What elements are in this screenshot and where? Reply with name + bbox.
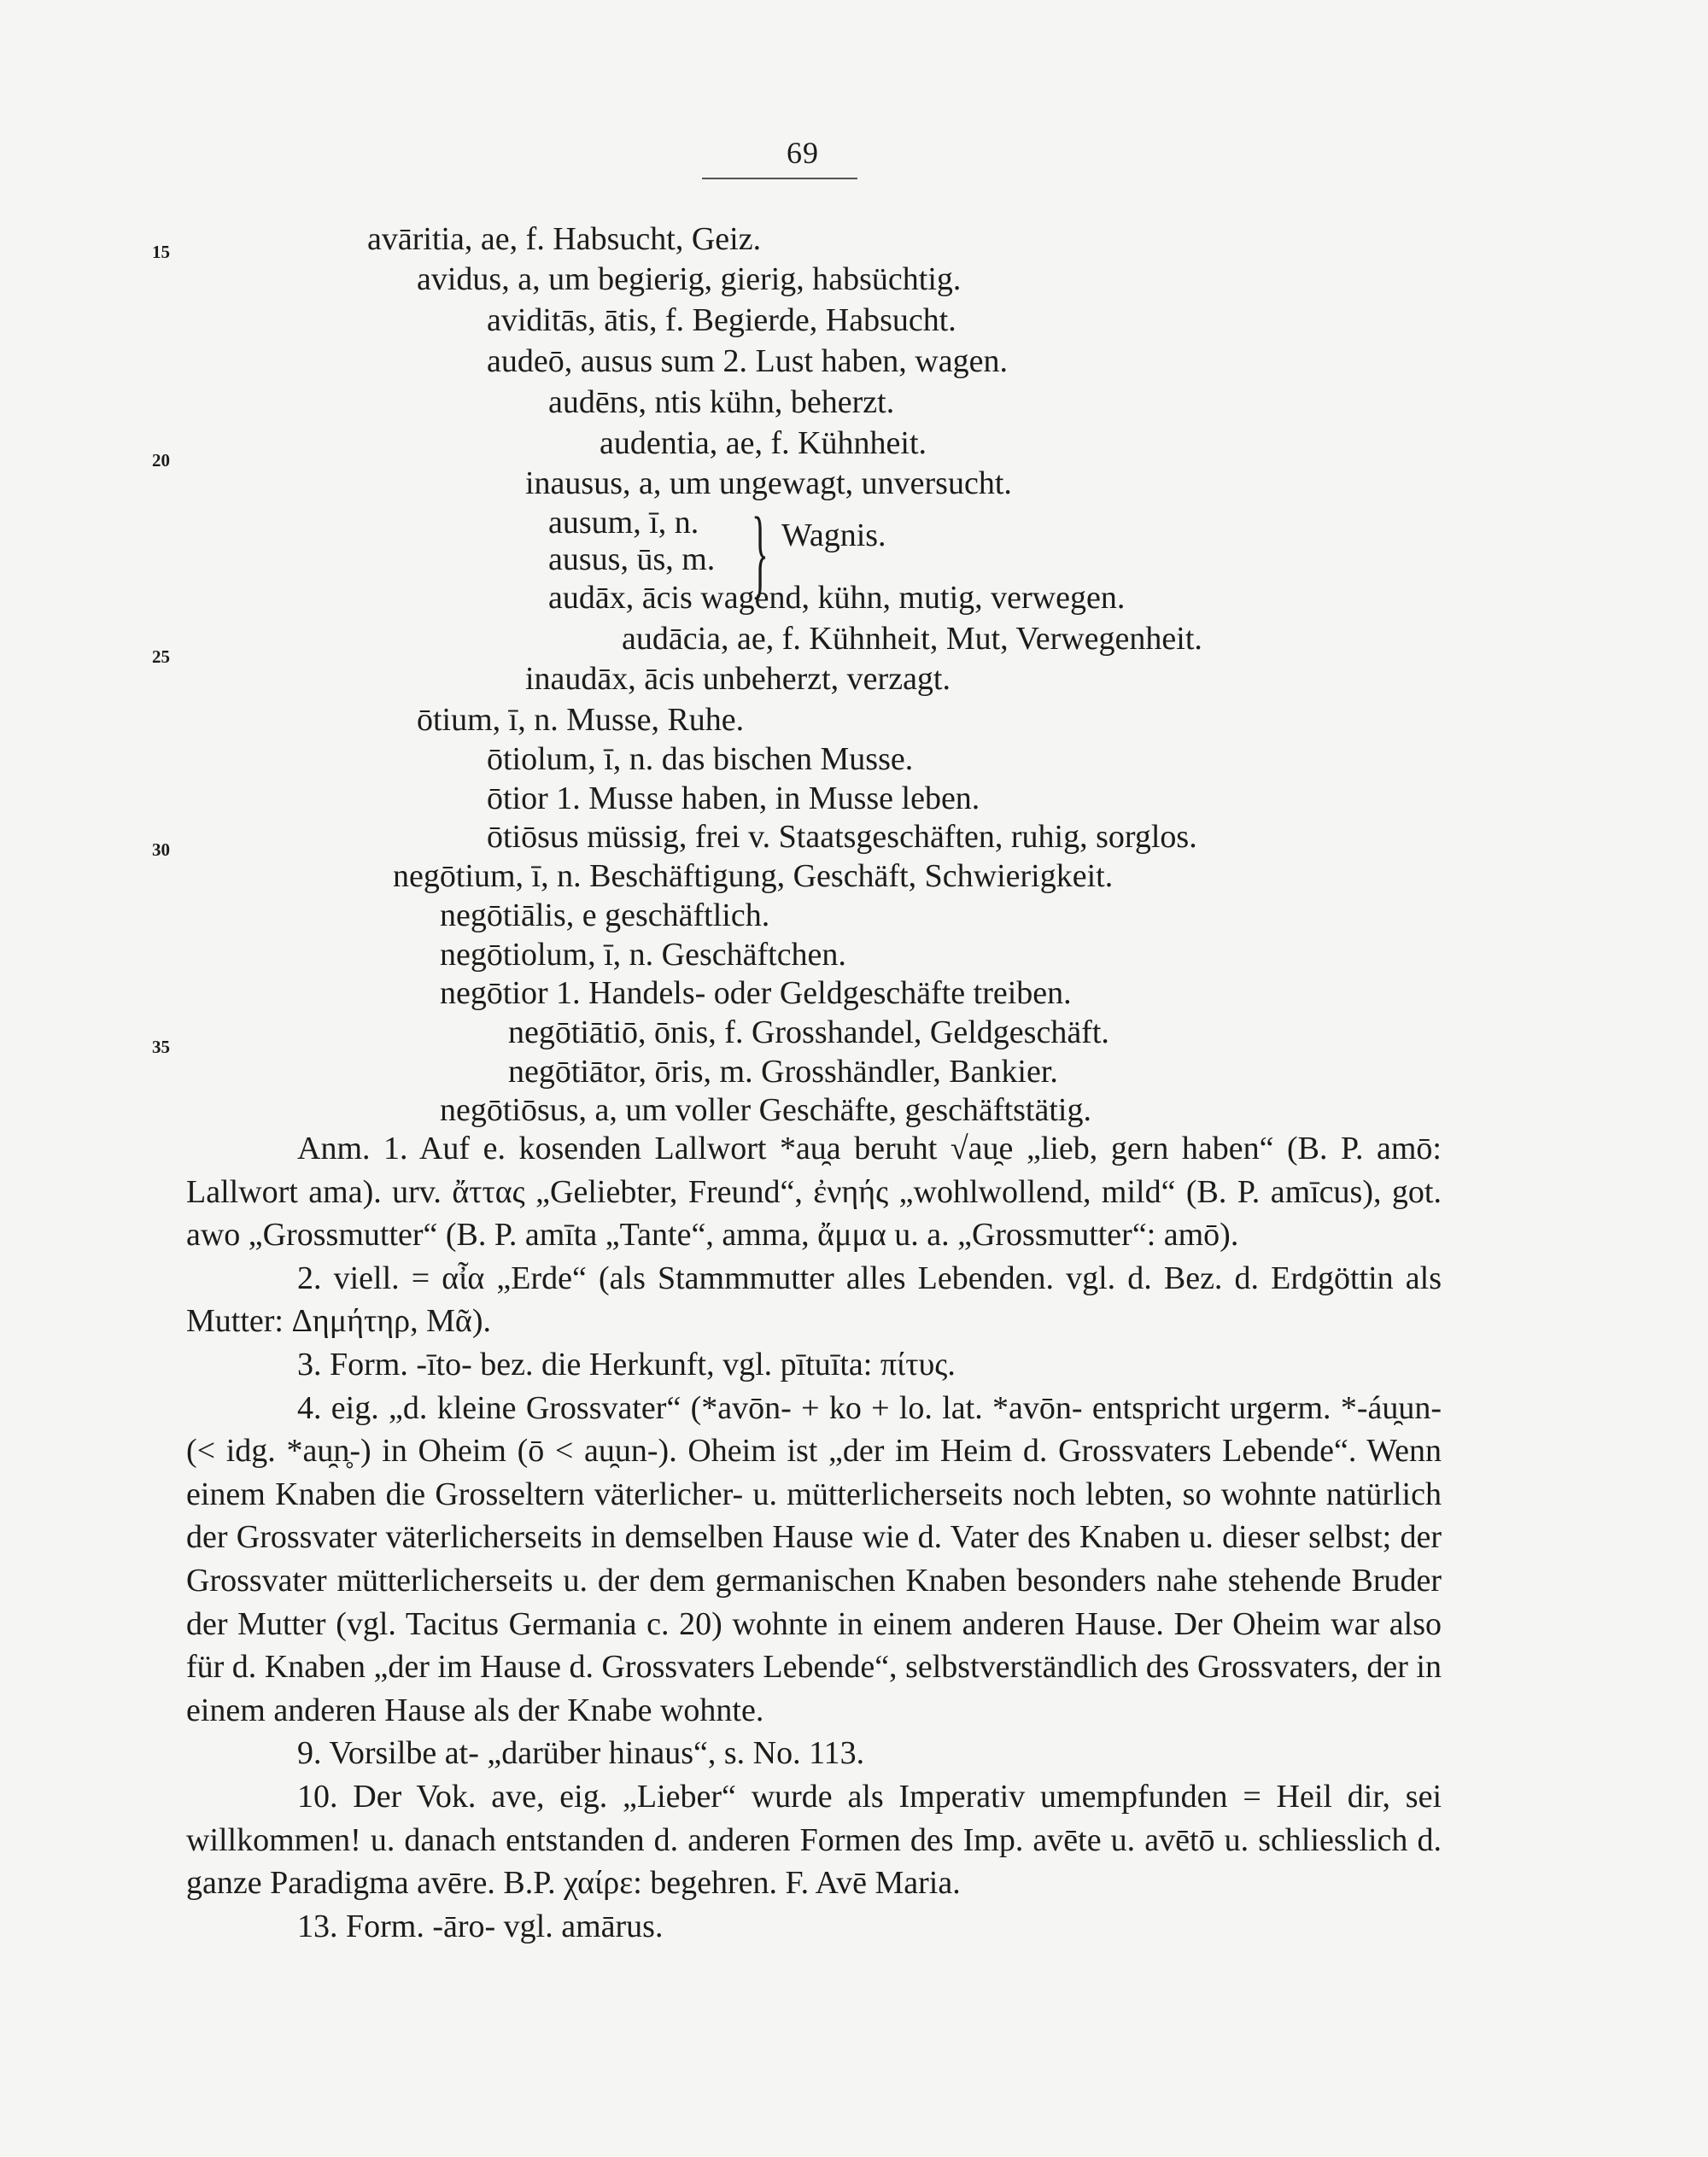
line-number: 15: [152, 242, 170, 262]
entry-line: negōtior 1. Handels- oder Geldgeschäfte treiben.: [440, 975, 1072, 1011]
entry-line: avāritia, ae, f. Habsucht, Geiz.: [367, 221, 762, 257]
brace-glyph: }: [752, 496, 769, 608]
entry-line: audentia, ae, f. Kühnheit.: [600, 425, 927, 461]
entry-line: inausus, a, um ungewagt, unversucht.: [525, 465, 1012, 501]
entry-line: avidus, a, um begierig, gierig, habsüchtig.: [417, 261, 962, 297]
note-4: 4. eig. „d. kleine Grossvater“ (*avōn- + ko + lo. lat. *avōn- entspricht urgerm. *-áu̯un- (< idg. *au̯n̥-) in Oheim (ō < au̯un-). Oheim ist „der im Heim d. Grossvaters Lebende“. Wenn einem Knaben die Grosseltern väterlicher- u. mütterlicherseits noch lebten, so wohnte natürlich der Grossvater väterlicherseits in demselben Hause wie d. Vater des Knaben u. dieser selbst; der Grossvater mütterlicherseits u. der dem germanischen Knaben besonders nahe stehende Bruder der Mutter (vgl. Tacitus Germania c. 20) wohnte in einem anderen Hause. Der Oheim war also für d. Knaben „der im Hause d. Grossvaters Lebende“, selbstverständlich des Grossvaters, der in einem anderen Hause als der Knabe wohnte.: [186, 1389, 1442, 1728]
line-number: 30: [152, 839, 170, 860]
brace-label: Wagnis.: [781, 517, 886, 553]
entry-line: ōtiōsus müssig, frei v. Staatsgeschäften, ruhig, sorglos.: [487, 819, 1197, 855]
note-1: Anm. 1. Auf e. kosenden Lallwort *au̯a beruht √au̯e „lieb, gern haben“ (B. P. amō: Lallwort ama). urv. ἄττας „Geliebter, Freund“, ἐνηής „wohlwollend, mild“ (B. P. amīcus), got. awo „Grossmutter“ (B. P. amīta „Tante“, amma, ἄμμα u. a. „Grossmutter“: amō).: [186, 1131, 1442, 1254]
note-9: 9. Vorsilbe at- „darüber hinaus“, s. No. 113.: [297, 1735, 865, 1772]
entry-line: aviditās, ātis, f. Begierde, Habsucht.: [487, 302, 956, 338]
entry-line: negōtiātor, ōris, m. Grosshändler, Bankier.: [508, 1054, 1058, 1090]
entry-line: negōtiātiō, ōnis, f. Grosshandel, Geldgeschäft.: [508, 1014, 1109, 1050]
line-number: 25: [152, 646, 170, 667]
note-10: 10. Der Vok. ave, eig. „Lieber“ wurde als Imperativ umempfunden = Heil dir, sei willkommen! u. danach entstanden d. anderen Formen des Imp. avēte u. avētō u. schliesslich d. ganze Paradigma avēre. B.P. χαίρε: begehren. F. Avē Maria.: [186, 1778, 1442, 1902]
entry-line: audācia, ae, f. Kühnheit, Mut, Verwegenheit.: [622, 621, 1202, 657]
note-13: 13. Form. -āro- vgl. amārus.: [297, 1908, 664, 1944]
line-number: 35: [152, 1037, 170, 1057]
entry-line: negōtium, ī, n. Beschäftigung, Geschäft, Schwierigkeit.: [393, 858, 1114, 894]
entry-line: negōtiōsus, a, um voller Geschäfte, geschäftstätig.: [440, 1092, 1091, 1128]
entry-line: audeō, ausus sum 2. Lust haben, wagen.: [487, 343, 1008, 379]
entry-line: ōtiolum, ī, n. das bischen Musse.: [487, 741, 914, 777]
footnotes: [186, 1127, 1442, 1948]
entry-line: audāx, ācis wagend, kühn, mutig, verwegen.: [548, 580, 1126, 616]
header-rule: [702, 178, 857, 179]
entry-line: inaudāx, ācis unbeherzt, verzagt.: [525, 661, 951, 697]
line-number: 20: [152, 450, 170, 471]
entry-line: ausum, ī, n.: [548, 505, 699, 541]
entry-line: negōtiolum, ī, n. Geschäftchen.: [440, 937, 846, 973]
entry-line: negōtiālis, e geschäftlich.: [440, 897, 770, 933]
note-2: 2. viell. = αἶα „Erde“ (als Stammmutter alles Lebenden. vgl. d. Bez. d. Erdgöttin als Mutter: Δημήτηρ, Μᾶ).: [186, 1260, 1442, 1340]
entry-line: ausus, ūs, m.: [548, 541, 716, 577]
entry-line: audēns, ntis kühn, beherzt.: [548, 384, 895, 420]
entry-line: ōtium, ī, n. Musse, Ruhe.: [417, 702, 745, 738]
page-number: 69: [787, 136, 819, 170]
entry-line: ōtior 1. Musse haben, in Musse leben.: [487, 780, 980, 816]
note-3: 3. Form. -īto- bez. die Herkunft, vgl. pītuīta: πίτυς.: [297, 1346, 956, 1382]
